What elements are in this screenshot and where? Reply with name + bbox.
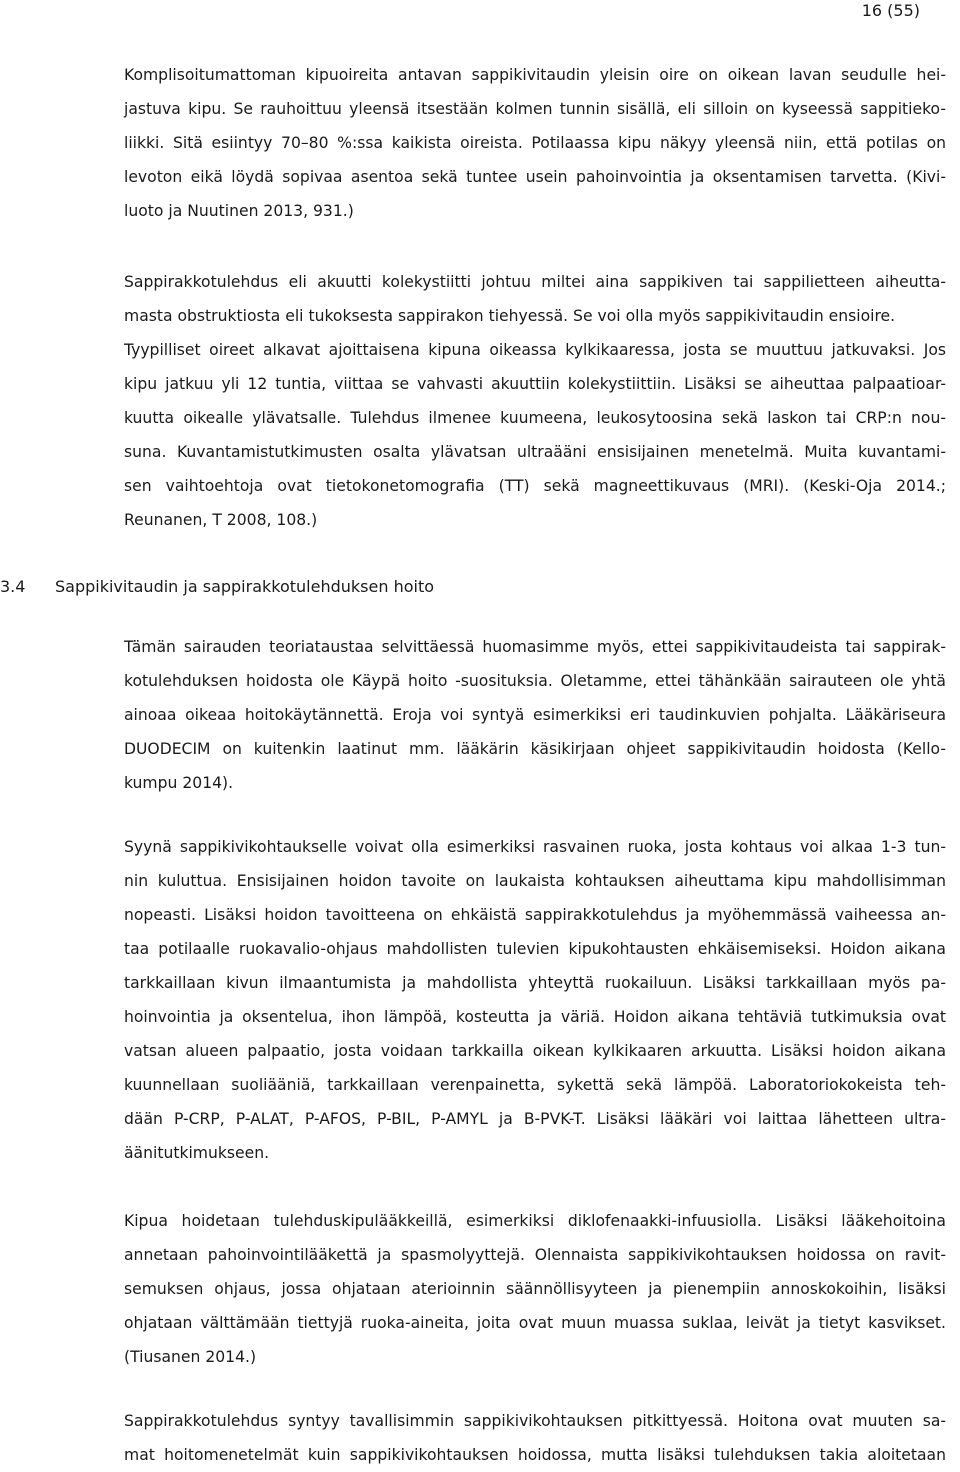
text-line: Reunanen, T 2008, 108.) <box>124 511 318 529</box>
text-line: kipu jatkuu yli 12 tuntia, viittaa se vahvasti akuuttiin kolekystiittiin. Lisäksi se aiheuttaa palpaatioar- <box>124 375 946 393</box>
text-line: Sappirakkotulehdus eli akuutti kolekystiitti johtuu miltei aina sappikiven tai sappilietteen aiheutta- <box>124 273 946 291</box>
text-line: Tyypilliset oireet alkavat ajoittaisena kipuna oikeassa kylkikaaressa, josta se muuttuu jatkuvaksi. Jos <box>124 341 946 359</box>
text-line: vatsan alueen palpaatio, josta voidaan tarkkailla oikean kylkikaaren arkuutta. Lisäksi hoidon aikana <box>124 1042 946 1060</box>
text-line: dään P-CRP, P-ALAT, P-AFOS, P-BIL, P-AMYL ja B-PVK-T. Lisäksi lääkäri voi laittaa lähetteen ultra- <box>124 1110 946 1128</box>
text-line: kotulehduksen hoidosta ole Käypä hoito -suosituksia. Oletamme, ettei tähänkään sairauteen ole yhtä <box>124 672 946 690</box>
text-line: mat hoitomenetelmät kuin sappikivikohtauksen hoidossa, mutta lisäksi tulehduksen takia aloitetaan <box>124 1446 946 1464</box>
text-line: äänitutkimukseen. <box>124 1144 270 1162</box>
text-line: levoton eikä löydä sopivaa asentoa sekä tuntee usein pahoinvointia ja oksentamisen tarvetta. (Kivi- <box>124 168 946 186</box>
text-line: DUODECIM on kuitenkin laatinut mm. lääkärin käsikirjaan ohjeet sappikivitaudin hoidosta (Kello- <box>124 740 946 758</box>
text-line: liikki. Sitä esiintyy 70–80 %:ssa kaikista oireista. Potilaassa kipu näkyy yleensä niin, että potilas on <box>124 134 946 152</box>
text-line: Syynä sappikivikohtaukselle voivat olla esimerkiksi rasvainen ruoka, josta kohtaus voi alkaa 1-3 tun- <box>124 838 946 856</box>
text-line: Kipua hoidetaan tulehduskipulääkkeillä, esimerkiksi diklofenaakki-infuusiolla. Lisäksi lääkehoitoina <box>124 1212 946 1230</box>
text-line: luoto ja Nuutinen 2013, 931.) <box>124 202 354 220</box>
section-title: Sappikivitaudin ja sappirakkotulehduksen hoito <box>55 577 435 596</box>
text-line: kuutta oikealle ylävatsalle. Tulehdus ilmenee kuumeena, leukosytoosina sekä laskon tai CRP:n nou- <box>124 409 946 427</box>
paragraph-treatment-background <box>124 630 946 800</box>
text-line: Sappirakkotulehdus syntyy tavallisimmin sappikivikohtauksen pitkittyessä. Hoitona ovat muuten sa- <box>124 1412 946 1430</box>
text-line: taa potilaalle ruokavalio-ohjaus mahdollisten tulevien kipukohtausten ehkäisemiseksi. Hoidon aikana <box>124 940 946 958</box>
text-line: ohjataan välttämään tiettyjä ruoka-aineita, joita ovat muun muassa suklaa, leivät ja tietyt kasvikset. <box>124 1314 946 1332</box>
paragraph-cholecystitis-treatment <box>124 1404 946 1472</box>
text-line: Tämän sairauden teoriataustaa selvittäessä huomasimme myös, ettei sappikivitaudeista tai sappirak- <box>124 638 946 656</box>
text-line: annetaan pahoinvointilääkettä ja spasmolyyttejä. Olennaista sappikivikohtauksen hoidossa on ravit- <box>124 1246 946 1264</box>
text-line: sen vaihtoehtoja ovat tietokonetomografia (TT) sekä magneettikuvaus (MRI). (Keski-Oja 2014.; <box>124 477 946 495</box>
text-line: hoinvointia ja oksentelua, ihon lämpöä, kosteutta ja väriä. Hoidon aikana tehtäviä tutkimuksia ovat <box>124 1008 946 1026</box>
text-line: kuunnellaan suoliääniä, tarkkaillaan verenpainetta, sykettä sekä lämpöä. Laboratoriokokeista teh- <box>124 1076 946 1094</box>
text-line: ainoaa oikeaa hoitokäytännettä. Eroja voi syntyä esimerkiksi eri taudinkuvien pohjalta. Lääkäriseura <box>124 706 946 724</box>
text-line: jastuva kipu. Se rauhoittuu yleensä itsestään kolmen tunnin sisällä, eli silloin on kyseessä sappitieko- <box>124 100 946 118</box>
text-line: Komplisoitumattoman kipuoireita antavan sappikivitaudin yleisin oire on oikean lavan seudulle hei- <box>124 66 946 84</box>
section-heading <box>0 572 960 602</box>
paragraph-medication <box>124 1204 946 1374</box>
page-number: 16 (55) <box>861 1 920 20</box>
text-line: kumpu 2014). <box>124 774 234 792</box>
section-number: 3.4 <box>0 577 26 596</box>
text-line: semuksen ohjaus, jossa ohjataan aterioinnin säännöllisyyteen ja pienempiin annoskokoihin, lisäksi <box>124 1280 946 1298</box>
text-line: tarkkaillaan kivun ilmaantumista ja mahdollista yhteyttä ruokailuun. Lisäksi tarkkaillaan myös pa- <box>124 974 946 992</box>
text-line: nin kuluttua. Ensisijainen hoidon tavoite on laukaista kohtauksen aiheuttama kipu mahdollisimman <box>124 872 946 890</box>
text-line: nopeasti. Lisäksi hoidon tavoitteena on ehkäistä sappirakkotulehdus ja myöhemmässä vaiheessa an- <box>124 906 946 924</box>
paragraph-attack-treatment <box>124 830 946 1170</box>
text-line: masta obstruktiosta eli tukoksesta sappirakon tiehyessä. Se voi olla myös sappikivitaudin ensioire. <box>124 307 896 325</box>
paragraph-cholecystitis <box>124 265 946 537</box>
text-line: suna. Kuvantamistutkimusten osalta ylävatsan ultraääni ensisijainen menetelmä. Muita kuvantami- <box>124 443 946 461</box>
paragraph-complication-pain <box>124 58 946 228</box>
text-line: (Tiusanen 2014.) <box>124 1348 257 1366</box>
